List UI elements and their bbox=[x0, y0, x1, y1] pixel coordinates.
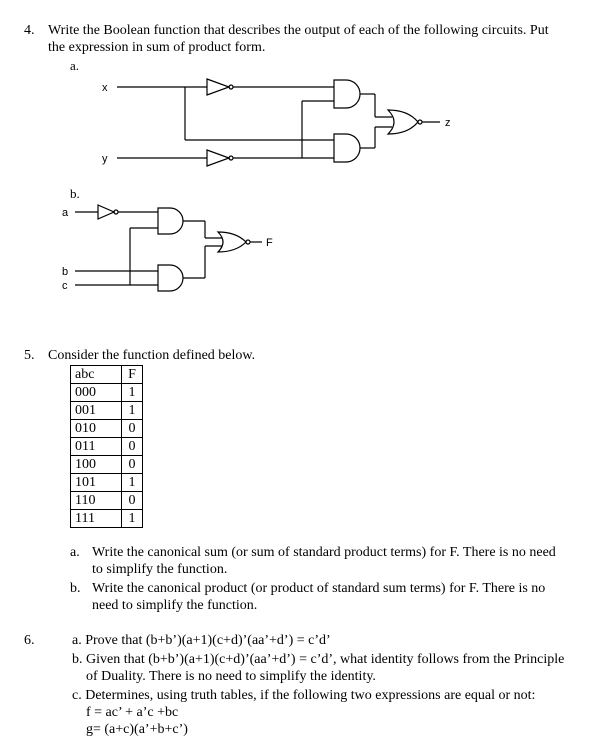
table-cell-input: 110 bbox=[71, 492, 122, 510]
q5-a-line2: to simplify the function. bbox=[92, 562, 228, 577]
table-cell-output: 0 bbox=[122, 438, 143, 456]
table-cell-output: 1 bbox=[122, 384, 143, 402]
table-cell-output: 0 bbox=[122, 456, 143, 474]
table-cell-input: 000 bbox=[71, 384, 122, 402]
q6-part-b-line1: b. Given that (b+b’)(a+1)(c+d)’(aa’+d’) = c’d’, what identity follows from the Principle bbox=[72, 652, 565, 667]
table-row bbox=[71, 384, 143, 402]
q4-text-line2: the expression in sum of product form. bbox=[48, 40, 266, 55]
q6-f-expression: f = ac’ + a’c +bc bbox=[86, 705, 179, 720]
q5-b-label: b. bbox=[70, 581, 81, 596]
table-cell-input: 001 bbox=[71, 402, 122, 420]
q6-part-c-line1: c. Determines, using truth tables, if the following two expressions are equal or not: bbox=[72, 688, 536, 703]
circuit-b-and-top bbox=[158, 208, 183, 234]
table-header-f: F bbox=[122, 366, 143, 384]
table-row bbox=[71, 492, 143, 510]
circuit-b-label-b: b bbox=[62, 266, 69, 278]
q5-b-line1: Write the canonical product (or product of standard sum terms) for F. There is no bbox=[92, 581, 546, 596]
q4-text-line1: Write the Boolean function that describes the output of each of the following circuits. Put bbox=[48, 23, 549, 38]
table-cell-input: 010 bbox=[71, 420, 122, 438]
q4-part-b-label: b. bbox=[70, 186, 80, 201]
q6-part-b-line2: of Duality. There is no need to simplify the identity. bbox=[86, 669, 376, 684]
table-cell-output: 1 bbox=[122, 474, 143, 492]
circuit-a-label-x: x bbox=[102, 82, 108, 94]
q5-truth-table bbox=[70, 365, 143, 528]
q4-number: 4. bbox=[24, 23, 35, 38]
q5-intro: Consider the function defined below. bbox=[48, 348, 256, 363]
table-cell-output: 0 bbox=[122, 420, 143, 438]
circuit-b-label-f: F bbox=[266, 237, 273, 249]
circuit-b-and-bottom bbox=[158, 265, 183, 291]
table-cell-output: 0 bbox=[122, 492, 143, 510]
circuit-b-label-c: c bbox=[62, 280, 68, 292]
table-row bbox=[71, 420, 143, 438]
q6-number: 6. bbox=[24, 633, 35, 648]
circuit-b-not-a-bubble bbox=[114, 210, 118, 214]
table-cell-input: 011 bbox=[71, 438, 122, 456]
circuit-a-label-z: z bbox=[445, 117, 451, 129]
q6-part-a: a. Prove that (b+b’)(a+1)(c+d)’(aa’+d’) = c’d’ bbox=[72, 633, 331, 648]
table-row bbox=[71, 402, 143, 420]
q5-number: 5. bbox=[24, 348, 35, 363]
circuit-b-or bbox=[218, 232, 246, 252]
circuit-a-label-y: y bbox=[102, 153, 108, 165]
table-cell-output: 1 bbox=[122, 402, 143, 420]
circuit-b-not-a bbox=[98, 205, 114, 219]
table-row bbox=[71, 510, 143, 528]
circuit-b-label-a: a bbox=[62, 207, 69, 219]
q5-a-line1: Write the canonical sum (or sum of standard product terms) for F. There is no need bbox=[92, 545, 556, 560]
table-cell-input: 101 bbox=[71, 474, 122, 492]
table-row bbox=[71, 474, 143, 492]
table-cell-input: 111 bbox=[71, 510, 122, 528]
q5-a-label: a. bbox=[70, 545, 80, 560]
q6-g-expression: g= (a+c)(a’+b+c’) bbox=[86, 722, 188, 737]
q4-part-a-label: a. bbox=[70, 58, 80, 73]
table-cell-output: 1 bbox=[122, 510, 143, 528]
table-row bbox=[71, 456, 143, 474]
table-cell-input: 100 bbox=[71, 456, 122, 474]
table-header-row bbox=[71, 366, 143, 384]
table-header-abc: abc bbox=[71, 366, 122, 384]
q5-b-line2: need to simplify the function. bbox=[92, 598, 258, 613]
circuit-b-diagram bbox=[0, 0, 609, 330]
table-row bbox=[71, 438, 143, 456]
